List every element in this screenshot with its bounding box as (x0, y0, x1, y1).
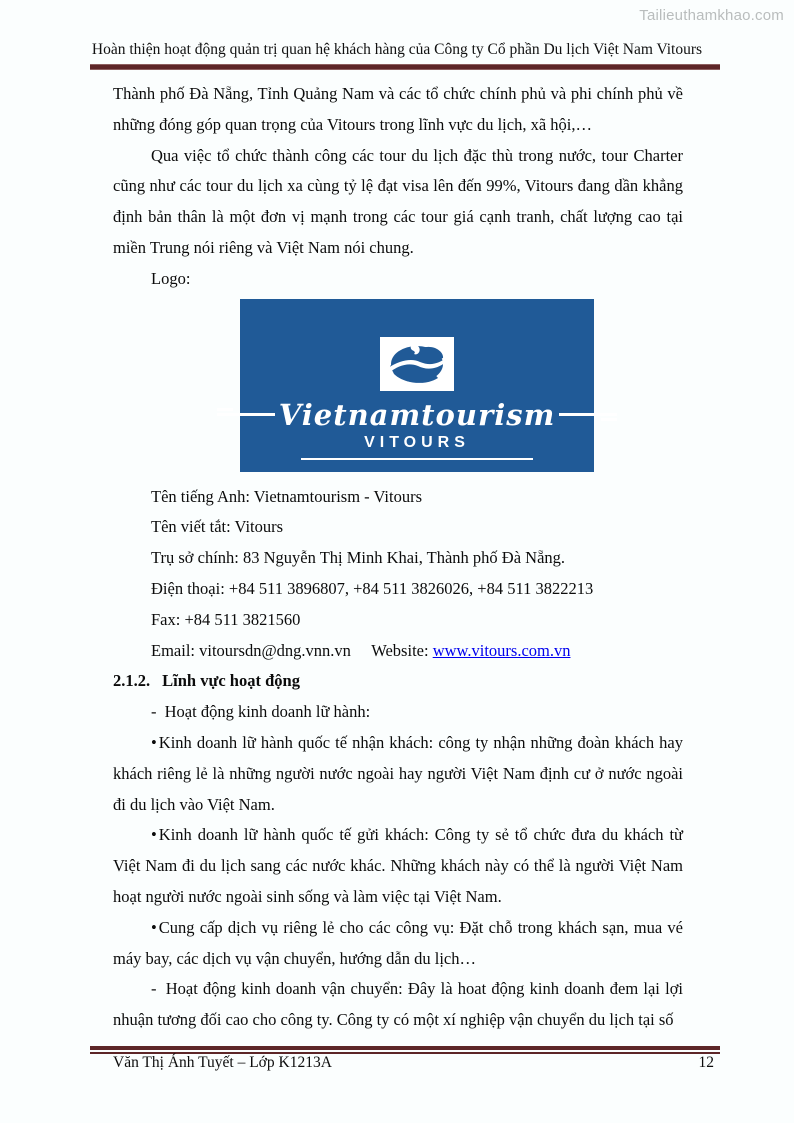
contact-english-name: Tên tiếng Anh: Vietnamtourism - Vitours (151, 486, 423, 506)
paragraph (113, 974, 683, 1036)
section-number: 2.1.2. (113, 671, 151, 691)
paragraph-text: Cung cấp dịch vụ riêng lẻ cho các công vụ: Đặt chỗ trong khách sạn, mua vé máy bay, các dịch vụ vận chuyển, hướng dẫn du lịch… (113, 917, 683, 968)
bullet-marker: • (151, 825, 159, 845)
paragraph-text: Kinh doanh lữ hành quốc tế gửi khách: Công ty sẻ tổ chức đưa du khách từ Việt Nam đi du lịch sang các nước khác. Những khách này có thể là người Việt Nam hoạt người nước ngoài sinh sống và làm việc tại Việt Nam. (113, 825, 683, 906)
section-title: Lĩnh vực hoạt động (162, 671, 300, 691)
contact-email-website (113, 636, 683, 667)
paragraph-text: Qua việc tổ chức thành công các tour du lịch đặc thù trong nước, tour Charter cũng như các tour du lịch xa cùng tỷ lệ đạt visa lên đến 99%, Vitours đang dần khẳng định bản thân là một đơn vị mạnh trong các tour giá cạnh tranh, chất lượng cao tại miền Trung nói riêng và Việt Nam nói chung. (113, 145, 683, 257)
paragraph-text: Thành phố Đà Nẵng, Tỉnh Quảng Nam và các tổ chức chính phủ và phi chính phủ về những đóng góp quan trọng của Vitours trong lĩnh vực du lịch, xã hội,… (113, 84, 683, 134)
contact-fax: Fax: +84 511 3821560 (151, 609, 301, 629)
bullet-marker: • (151, 732, 159, 752)
logo-subtext: VITOURS (364, 433, 470, 451)
document-body (113, 79, 683, 1036)
paragraph (113, 79, 683, 141)
page-footer (113, 1054, 714, 1072)
vitours-logo (240, 299, 594, 472)
footer-rule (90, 1046, 720, 1054)
logo-caption (113, 264, 683, 295)
header-rule (90, 64, 720, 70)
paragraph-text: Logo: (151, 268, 191, 288)
contact-email: Email: vitoursdn@dng.vnn.vn (151, 640, 351, 660)
logo-underline (301, 458, 533, 460)
logo-script-row (217, 398, 618, 432)
contact-short-name: Tên viết tắt: Vitours (151, 517, 284, 537)
bullet-marker: • (151, 917, 159, 937)
contact-phone: Điện thoại: +84 511 3896807, +84 511 3826026, +84 511 3822213 (151, 578, 594, 598)
dash-marker: - (151, 979, 166, 999)
flourish-right-icon (559, 413, 617, 416)
spacer (355, 641, 367, 660)
swan-icon (386, 342, 448, 386)
flourish-left-icon (217, 413, 275, 416)
website-label: Website: (371, 640, 429, 660)
watermark: Tailieuthamkhao.com (639, 7, 784, 24)
dash-marker: - (151, 702, 165, 722)
bullet-paragraph (113, 820, 683, 912)
swan-emblem (380, 337, 454, 391)
website-link[interactable]: www.vitours.com.vn (432, 640, 571, 660)
contact-head-office: Trụ sở chính: 83 Nguyễn Thị Minh Khai, Thành phố Đà Nẵng. (151, 548, 566, 568)
logo-script-text: Vietnamtourism (278, 397, 556, 432)
paragraph-text: Kinh doanh lữ hành quốc tế nhận khách: công ty nhận những đoàn khách hay khách riêng lẻ là những người nước ngoài hay người Việt Nam định cư ở nước ngoài đi du lịch vào Việt Nam. (113, 732, 683, 814)
bullet-paragraph (113, 728, 683, 820)
bullet-paragraph (113, 913, 683, 975)
paragraph (113, 697, 683, 728)
paragraph-text: Hoạt động kinh doanh lữ hành: (164, 702, 371, 722)
footer-page-number: 12 (698, 1054, 714, 1071)
paragraph-text: Hoạt động kinh doanh vận chuyển: Đây là hoat động kinh doanh đem lại lợi nhuận tương đối cao cho công ty. Công ty có một xí nghiệp vận chuyển du lịch tại số (113, 979, 683, 1030)
page-header-title: Hoàn thiện hoạt động quản trị quan hệ khách hàng của Công ty Cổ phần Du lịch Việt Nam Vitours (91, 41, 703, 58)
footer-author: Văn Thị Ánh Tuyết – Lớp K1213A (113, 1054, 332, 1071)
section-heading (113, 666, 683, 697)
paragraph (113, 141, 683, 264)
